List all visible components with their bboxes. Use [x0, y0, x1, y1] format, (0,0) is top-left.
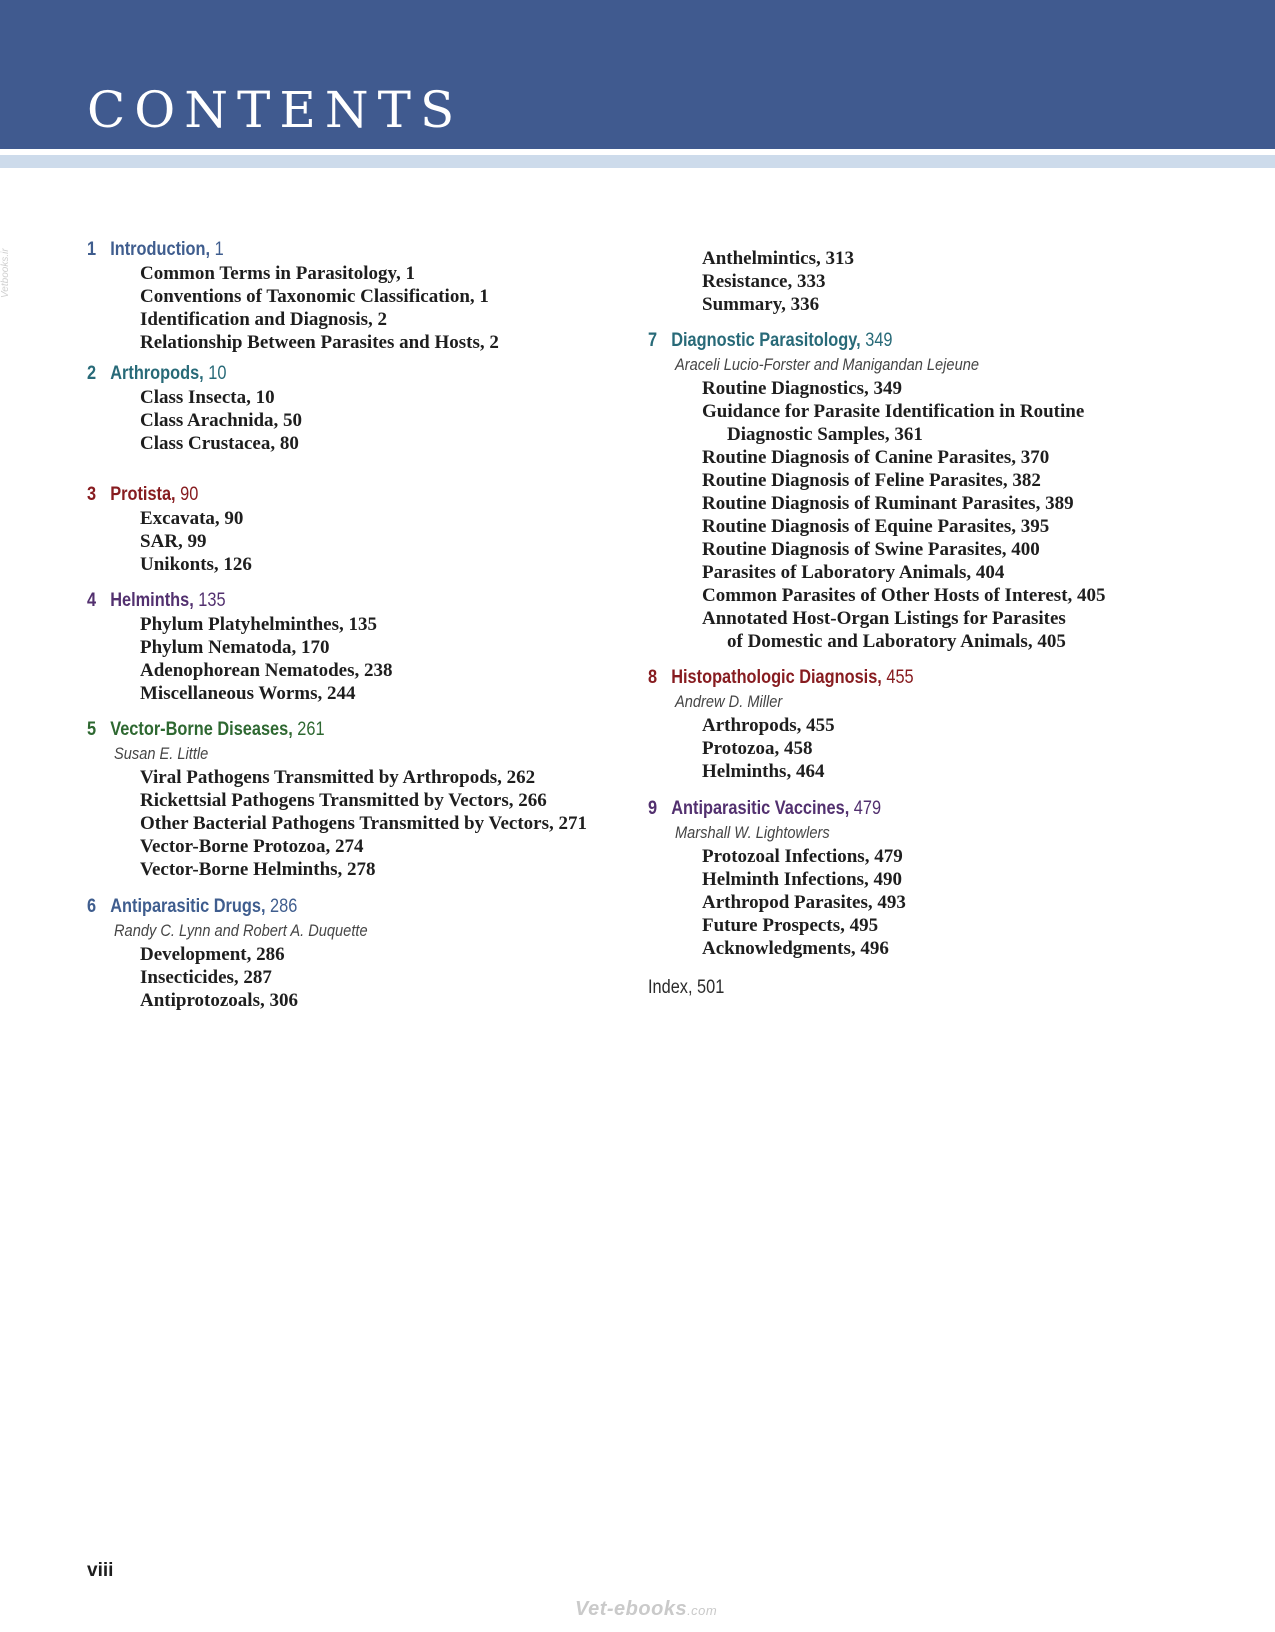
chapter-entry	[87, 718, 587, 881]
section-entry[interactable]: Anthelmintics, 313	[702, 248, 854, 269]
chapter-title: Antiparasitic Vaccines,	[671, 798, 850, 819]
section-entry[interactable]: SAR, 99	[140, 531, 207, 552]
chapter-page: 286	[270, 896, 298, 917]
section-entry[interactable]: Arthropods, 455	[702, 715, 835, 736]
chapter-number: 9	[648, 798, 658, 819]
section-entry[interactable]: Class Insecta, 10	[140, 387, 275, 408]
chapter-number: 6	[87, 896, 97, 917]
section-entry-continuation: of Domestic and Laboratory Animals, 405	[727, 631, 1066, 652]
section-entry[interactable]: Common Parasites of Other Hosts of Interest, 405	[702, 585, 1106, 606]
chapter-author: Susan E. Little	[114, 744, 209, 763]
section-entry[interactable]: Protozoal Infections, 479	[702, 846, 903, 867]
chapter-heading[interactable]	[87, 483, 229, 507]
chapter-title: Protista,	[110, 484, 176, 505]
chapter-number: 3	[87, 484, 97, 505]
chapter-page: 349	[865, 330, 893, 351]
section-entry[interactable]: Antiprotozoals, 306	[140, 990, 298, 1011]
section-list	[87, 943, 409, 1012]
section-entry[interactable]: Routine Diagnosis of Swine Parasites, 400	[702, 539, 1040, 560]
section-entry[interactable]: Class Crustacea, 80	[140, 433, 299, 454]
section-list	[648, 845, 906, 960]
section-entry[interactable]: Routine Diagnosis of Equine Parasites, 395	[702, 516, 1050, 537]
section-entry[interactable]: Summary, 336	[702, 294, 820, 315]
chapter-page: 135	[198, 590, 226, 611]
section-entry[interactable]: Viral Pathogens Transmitted by Arthropods, 262	[140, 767, 536, 788]
section-list	[87, 613, 392, 705]
chapter-page: 261	[297, 719, 325, 740]
chapter-title: Antiparasitic Drugs,	[110, 896, 266, 917]
chapter-page: 479	[853, 798, 882, 819]
chapter-title: Histopathologic Diagnosis,	[671, 667, 882, 688]
chapter-number: 2	[87, 363, 97, 384]
chapter-author: Andrew D. Miller	[675, 692, 783, 711]
chapter-entry	[87, 238, 499, 354]
section-entry[interactable]: Acknowledgments, 496	[702, 938, 889, 959]
section-entry[interactable]: Common Terms in Parasitology, 1	[140, 263, 415, 284]
chapter-number: 8	[648, 667, 658, 688]
chapter-entry	[87, 589, 392, 705]
section-list	[87, 262, 499, 354]
section-list	[648, 377, 1106, 653]
section-list	[648, 247, 854, 316]
section-entry[interactable]: Adenophorean Nematodes, 238	[140, 660, 393, 681]
chapter-entry	[648, 797, 906, 960]
section-entry[interactable]: Resistance, 333	[702, 271, 826, 292]
section-entry[interactable]: Miscellaneous Worms, 244	[140, 683, 356, 704]
section-list	[87, 507, 252, 576]
section-entry[interactable]: Identification and Diagnosis, 2	[140, 309, 388, 330]
section-entry[interactable]: Parasites of Laboratory Animals, 404	[702, 562, 1005, 583]
section-entry[interactable]: Class Arachnida, 50	[140, 410, 303, 431]
chapter-heading[interactable]	[87, 718, 517, 742]
chapter-number: 4	[87, 590, 97, 611]
chapter-page: 10	[208, 363, 227, 384]
chapter-author: Marshall W. Lightowlers	[675, 823, 830, 842]
side-watermark: Vetbooks.ir	[0, 248, 11, 298]
chapter-page: 455	[886, 667, 914, 688]
chapter-title: Vector-Borne Diseases,	[110, 719, 293, 740]
section-entry[interactable]: Excavata, 90	[140, 508, 244, 529]
chapter-entry	[87, 362, 302, 455]
section-entry[interactable]: Helminths, 464	[702, 761, 825, 782]
chapter-heading[interactable]	[648, 666, 914, 690]
section-entry[interactable]: Phylum Nematoda, 170	[140, 637, 330, 658]
chapter-title: Helminths,	[110, 590, 194, 611]
section-entry[interactable]: Protozoa, 458	[702, 738, 813, 759]
section-list	[87, 766, 587, 881]
header-banner	[0, 0, 1275, 149]
chapter-heading[interactable]	[87, 895, 364, 919]
section-entry[interactable]: Unikonts, 126	[140, 554, 252, 575]
bottom-watermark-text: Vet-ebooks	[575, 1598, 688, 1620]
bottom-watermark	[575, 1598, 717, 1621]
section-list	[648, 714, 835, 783]
section-entry[interactable]: Other Bacterial Pathogens Transmitted by Vectors, 271	[140, 813, 587, 834]
section-entry[interactable]: Helminth Infections, 490	[702, 869, 903, 890]
bottom-watermark-domain: .com	[687, 1603, 718, 1618]
section-entry[interactable]: Routine Diagnosis of Feline Parasites, 382	[702, 470, 1041, 491]
section-entry[interactable]: Routine Diagnosis of Canine Parasites, 370	[702, 447, 1050, 468]
chapter-entry	[87, 483, 252, 576]
chapter-number: 7	[648, 330, 658, 351]
chapter-title: Introduction,	[110, 239, 211, 260]
chapter-title: Arthropods,	[110, 363, 204, 384]
section-entry[interactable]: Routine Diagnostics, 349	[702, 378, 903, 399]
page-folio: viii	[87, 1560, 114, 1581]
chapter-heading[interactable]	[648, 329, 1041, 353]
chapter-continued	[648, 247, 854, 316]
chapter-heading[interactable]	[87, 238, 441, 262]
section-entry[interactable]: Routine Diagnosis of Ruminant Parasites, 389	[702, 493, 1074, 514]
chapter-author: Randy C. Lynn and Robert A. Duquette	[114, 921, 368, 940]
section-entry[interactable]: Relationship Between Parasites and Hosts, 2	[140, 332, 499, 353]
index-entry[interactable]: Index, 501	[648, 977, 725, 998]
section-entry[interactable]: Rickettsial Pathogens Transmitted by Vectors, 266	[140, 790, 547, 811]
section-entry[interactable]: Future Prospects, 495	[702, 915, 879, 936]
chapter-title: Diagnostic Parasitology,	[671, 330, 861, 351]
section-entry-line: Guidance for Parasite Identification in Routine	[702, 401, 1085, 422]
chapter-number: 1	[87, 239, 97, 260]
section-entry-line: Annotated Host-Organ Listings for Parasites	[702, 608, 1066, 629]
page-title: CONTENTS	[87, 81, 464, 139]
section-entry[interactable]: Vector-Borne Protozoa, 274	[140, 836, 364, 857]
section-entry[interactable]: Arthropod Parasites, 493	[702, 892, 906, 913]
chapter-entry	[648, 666, 914, 783]
chapter-heading[interactable]	[648, 797, 882, 821]
section-entry[interactable]: Vector-Borne Helminths, 278	[140, 859, 376, 880]
section-entry[interactable]	[702, 400, 1106, 446]
header-accent-band	[0, 155, 1275, 168]
section-entry[interactable]: Conventions of Taxonomic Classification, 1	[140, 286, 489, 307]
chapter-heading[interactable]	[87, 362, 272, 386]
section-entry[interactable]	[702, 607, 1106, 653]
section-entry[interactable]: Phylum Platyhelminthes, 135	[140, 614, 377, 635]
section-entry[interactable]: Development, 286	[140, 944, 285, 965]
chapter-page: 1	[214, 239, 224, 260]
chapter-heading[interactable]	[87, 589, 350, 613]
section-entry-continuation: Diagnostic Samples, 361	[727, 424, 923, 445]
chapter-number: 5	[87, 719, 97, 740]
section-list	[87, 386, 302, 455]
chapter-author: Araceli Lucio-Forster and Manigandan Lejeune	[675, 355, 979, 374]
chapter-entry	[648, 329, 1106, 653]
chapter-page: 90	[180, 484, 199, 505]
chapter-entry	[87, 895, 409, 1012]
section-entry[interactable]: Insecticides, 287	[140, 967, 272, 988]
